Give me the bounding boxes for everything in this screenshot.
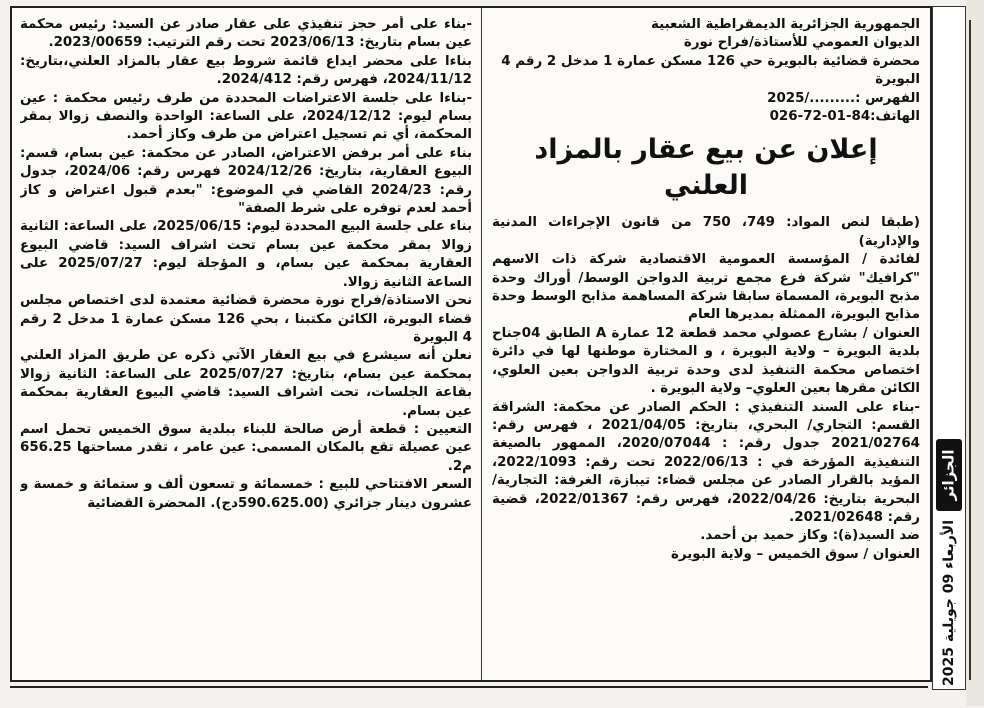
issue-date-text: الأربعاء 09 جويلية 2025: [940, 520, 957, 686]
right-column: [492, 16, 920, 674]
newspaper-logo-text: الجزائر: [940, 449, 958, 501]
objections-session-paragraph: -بناءا على جلسة الاعتراضات المحددة من طرف رئيس محكمة : عين بسام ليوم: 2024/12/12، على الساعة: الواحدة والنصف زوالا بمقر المحكمة، أي تم تسجيل اعتراض من طرف وكاز أحمد.: [20, 90, 472, 143]
header-line-phone: الهاتف:84-01-72-026: [769, 109, 920, 125]
header-line-republic: الجمهورية الجزائرية الديمقراطية الشعبية: [651, 17, 920, 32]
beneficiary-address-paragraph: العنوان / بشارع عصولي محمد قطعة 12 عمارة A الطابق 04جناح بلدية البويرة – ولاية البويرة ، و المختارة موطنها لها في دائرة اختصاص محكمة التنفيذ لدى وحدة تربية الدواجن بعين العلوي، الكائن مقرها بعين العلوي– ولاية البويرة .: [492, 325, 920, 397]
debtor-address-paragraph: العنوان / سوق الخميس – ولاية البويرة: [671, 546, 920, 562]
newspaper-logo: [936, 439, 962, 511]
bailiff-paragraph: نحن الاستاذة/فراح نورة محضرة قضائية معتمدة لدى اختصاص مجلس قضاء البويرة، الكائن مكتبنا ، بحي 126 مسكن عمارة 1 مدخل 2 رقم 4 البويرة: [20, 293, 472, 345]
header-block: [492, 16, 920, 126]
page-title: إعلان عن بيع عقار بالمزاد العلني: [534, 134, 878, 202]
property-description-paragraph: التعيين : قطعة أرض صالحة للبناء ببلدية سوق الخميس تحمل اسم عين عصيلة تقع بالمكان المسمى: عين عامر ، تقدر مساحتها 656.25 م2.: [20, 421, 472, 474]
conditions-deposit-paragraph: بناءا على محضر ايداع قائمة شروط بيع عقار بالمزاد العلني،بتاريخ: 2024/11/12، فهرس رقم: 2024/412.: [20, 53, 472, 88]
bottom-page-edge: [10, 686, 928, 708]
enforcement-title-paragraph: -بناء على السند التنفيذي : الحكم الصادر عن محكمة: الشراقة القسم: التجاري/ البحري، بتاريخ: 2021/04/05 ، فهرس رقم: 2021/02764 جدول رقم: : 2020/07044، الممهور بالصيغة التنفيذية المؤرخة في : 2022/06/13 تحت رقم: 2022/1093، المؤيد بالقرار الصادر عن مجلس قضاء: تيبازة، الغرفة: التجارية/البحرية بتاريخ: 2022/04/26، فهرس رقم: 2022/01367، قضية رقم: 2021/02648.: [492, 399, 920, 525]
seizure-order-paragraph: -بناء على أمر حجز تنفيذي على عقار صادر عن السيد: رئيس محكمة عين بسام بتاريخ: 2023/06/13 تحت رقم الترتيب: 2023/00659.: [20, 17, 472, 51]
header-line-index: الفهرس :........./2025: [767, 90, 920, 106]
debtor-paragraph: ضد السيد(ة): وكاز حميد بن أحمد.: [700, 528, 920, 544]
opening-price-paragraph: السعر الافتتاحي للبيع : خمسمائة و تسعون ألف و ستمائة و خمسة و عشرون دينار جزائري (590.625.00دج). المحضرة القضائية: [20, 477, 472, 511]
newspaper-side-strip: [932, 6, 966, 690]
issue-date: [933, 515, 965, 691]
header-line-address: محضرة قضائية بالبويرة حي 126 مسكن عمارة 1 مدخل 2 رقم 4 البويرة: [501, 53, 920, 88]
objection-rejection-paragraph: بناء على أمر برفض الاعتراض، الصادر عن محكمة: عين بسام، قسم: البيوع العقارية، بتاريخ: 2024/12/26 فهرس رقم: 2024/06، جدول رقم: 2024/23 القاضي في الموضوع: "بعدم قبول اعتراض و كاز أحمد لعدم توفره على شرط الصفة": [20, 145, 472, 217]
header-line-office: الديوان العمومي للأستاذة/فراح نورة: [683, 35, 920, 51]
sale-session-paragraph: بناء على جلسة البيع المحددة ليوم: 2025/06/15، على الساعة: الثانية زوالا بمقر محكمة عين بسام تحت اشراف السيد: قاضي البيوع العقارية بمحكمة عين بسام، و المؤجلة ليوم: 2025/07/27 على الساعة الثانية زوالا.: [20, 219, 472, 290]
left-column: [20, 16, 472, 674]
announcement-page: [10, 6, 932, 682]
column-divider: [481, 8, 482, 680]
adjacent-page-edge: [966, 0, 984, 706]
legal-basis-paragraph: (طبقا لنص المواد: 749، 750 من قانون الإجراءات المدنية والإدارية): [492, 215, 920, 249]
beneficiary-paragraph: لفائدة / المؤسسة العمومية الاقتصادية شركة ذات الاسهم "كرافيك" شركة فرع مجمع تربية الدواجن الوسط/ أوراك وحدة مذبح البويرة، المسماة سابقا شركة المساهمة مذابح الوسط وحدة مذابح البويرة، الممثلة بمديرها العام: [492, 252, 920, 323]
auction-notice-paragraph: نعلن أنه سيشرع في بيع العقار الآتي ذكره عن طريق المزاد العلني بمحكمة عين بسام، بتاريخ: 2025/07/27 على الساعة: الثانية زوالا بقاعة الجلسات، تحت اشراف السيد: قاضي البيوع العقارية بمحكمة عين بسام.: [20, 348, 472, 419]
